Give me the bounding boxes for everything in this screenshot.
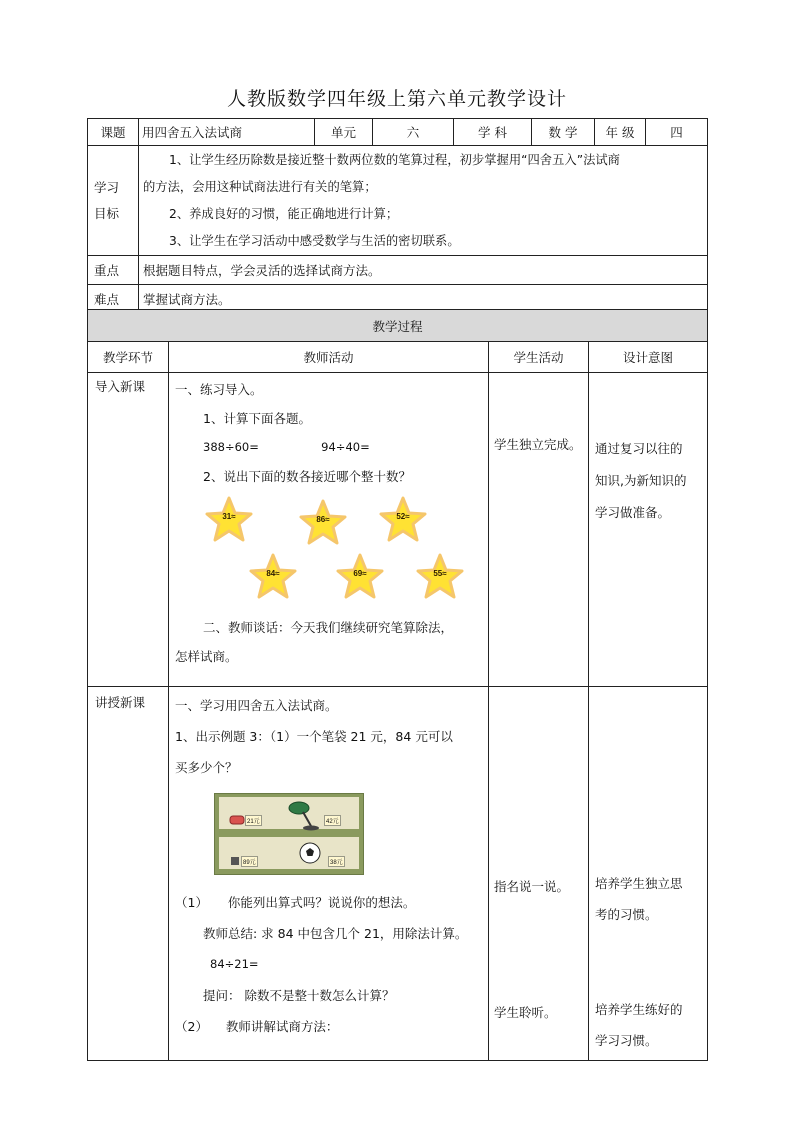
shelf-image bbox=[214, 793, 364, 875]
star-icon bbox=[335, 552, 385, 602]
price-tag: 21元 bbox=[245, 815, 262, 826]
column-header: 教学环节 bbox=[88, 342, 169, 373]
intro-line-4: 二、教师谈话：今天我们继续研究笔算除法， bbox=[203, 620, 454, 635]
calc-2: 94÷40= bbox=[321, 440, 370, 454]
intro-intent-line: 学习做准备。 bbox=[595, 505, 671, 520]
intro-line-5: 怎样试商。 bbox=[175, 649, 238, 664]
q2-text: 教师讲解试商方法： bbox=[225, 1019, 339, 1034]
objective-line: 的方法，会用这种试商法进行有关的笔算； bbox=[143, 179, 377, 194]
intro-line-2: 1、计算下面各题。 bbox=[203, 411, 311, 426]
grade-label: 年 级 bbox=[595, 119, 646, 146]
intro-student-activity: 学生独立完成。 bbox=[489, 373, 589, 687]
intro-intent-line: 知识,为新知识的 bbox=[595, 473, 687, 488]
lesson-info-table bbox=[87, 118, 708, 313]
teach-intent-line: 培养学生独立思 bbox=[595, 876, 683, 891]
star-icon bbox=[378, 495, 428, 545]
topic-value: 用四舍五入法试商 bbox=[139, 119, 315, 146]
intro-line-3: 2、说出下面的数各接近哪个整十数？ bbox=[203, 469, 411, 484]
grade-value: 四 bbox=[646, 119, 708, 146]
price-tag: 89元 bbox=[241, 856, 258, 867]
q2-number: （2） bbox=[175, 1019, 208, 1034]
page-title: 人教版数学四年级上第六单元教学设计 bbox=[226, 88, 567, 110]
objectives-label-1: 学习 bbox=[94, 179, 120, 195]
star-icon bbox=[204, 495, 254, 545]
column-header: 学生活动 bbox=[489, 342, 589, 373]
teach-intent-line: 学习习惯。 bbox=[595, 1033, 658, 1048]
difficulty-label: 难点 bbox=[88, 285, 139, 313]
objective-line: 3、让学生在学习活动中感受数学与生活的密切联系。 bbox=[169, 233, 460, 248]
process-heading: 教学过程 bbox=[88, 310, 708, 342]
teach-line-2: 1、出示例题 3：（1）一个笔袋 21 元，84 元可以 bbox=[175, 729, 453, 744]
star-label: 86≈ bbox=[316, 515, 330, 524]
star-label: 52≈ bbox=[396, 512, 410, 521]
teacher-summary: 教师总结: 求 84 中包含几个 21，用除法计算。 bbox=[203, 926, 468, 941]
football-icon bbox=[299, 842, 321, 864]
stage-teach: 讲授新课 bbox=[88, 687, 169, 1061]
objective-line: 1、让学生经历除数是接近整十数两位数的笔算过程，初步掌握用“四舍五入”法试商 bbox=[169, 152, 620, 167]
star-label: 55≈ bbox=[433, 569, 447, 578]
teach-student-activity-2: 学生聆听。 bbox=[494, 1005, 557, 1020]
key-point-text: 根据题目特点，学会灵活的选择试商方法。 bbox=[139, 256, 708, 285]
star-label: 69≈ bbox=[353, 569, 367, 578]
teacher-question: 提问： 除数不是整十数怎么计算？ bbox=[203, 988, 395, 1003]
teach-line-1: 一、学习用四舍五入法试商。 bbox=[175, 698, 338, 713]
calc-1: 388÷60= bbox=[203, 440, 259, 454]
star-group bbox=[175, 495, 488, 613]
unit-label: 单元 bbox=[315, 119, 373, 146]
teach-student-activity-1: 指名说一说。 bbox=[494, 879, 570, 894]
q1-number: （1） bbox=[175, 895, 208, 910]
intro-line-1: 一、练习导入。 bbox=[175, 382, 263, 397]
key-point-label: 重点 bbox=[88, 256, 139, 285]
difficulty-text: 掌握试商方法。 bbox=[139, 285, 708, 313]
calc-3: 84÷21= bbox=[210, 957, 259, 971]
subject-value: 数 学 bbox=[532, 119, 595, 146]
teach-intent-line: 考的习惯。 bbox=[595, 907, 658, 922]
star-icon bbox=[248, 552, 298, 602]
price-tag: 42元 bbox=[324, 815, 341, 826]
desk-lamp-icon bbox=[287, 800, 325, 832]
intro-intent-line: 通过复习以往的 bbox=[595, 441, 683, 456]
star-label: 84≈ bbox=[266, 569, 280, 578]
q1-text: 你能列出算式吗？说说你的想法。 bbox=[227, 895, 416, 910]
teaching-process-table bbox=[87, 309, 708, 1061]
topic-label: 课题 bbox=[88, 119, 139, 146]
unit-value: 六 bbox=[373, 119, 454, 146]
sharpener-icon bbox=[230, 856, 240, 866]
teach-line-3: 买多少个？ bbox=[175, 760, 238, 775]
objective-line: 2、养成良好的习惯，能正确地进行计算； bbox=[169, 206, 399, 221]
column-header: 教师活动 bbox=[169, 342, 489, 373]
star-label: 31≈ bbox=[222, 512, 236, 521]
price-tag: 38元 bbox=[328, 856, 345, 867]
star-icon bbox=[415, 552, 465, 602]
stage-intro: 导入新课 bbox=[88, 373, 169, 687]
objectives-label-2: 目标 bbox=[94, 205, 120, 221]
teach-intent-line: 培养学生练好的 bbox=[595, 1002, 683, 1017]
column-header: 设计意图 bbox=[589, 342, 708, 373]
pencil-case-icon bbox=[229, 815, 245, 825]
subject-label: 学 科 bbox=[454, 119, 532, 146]
star-icon bbox=[298, 498, 348, 548]
